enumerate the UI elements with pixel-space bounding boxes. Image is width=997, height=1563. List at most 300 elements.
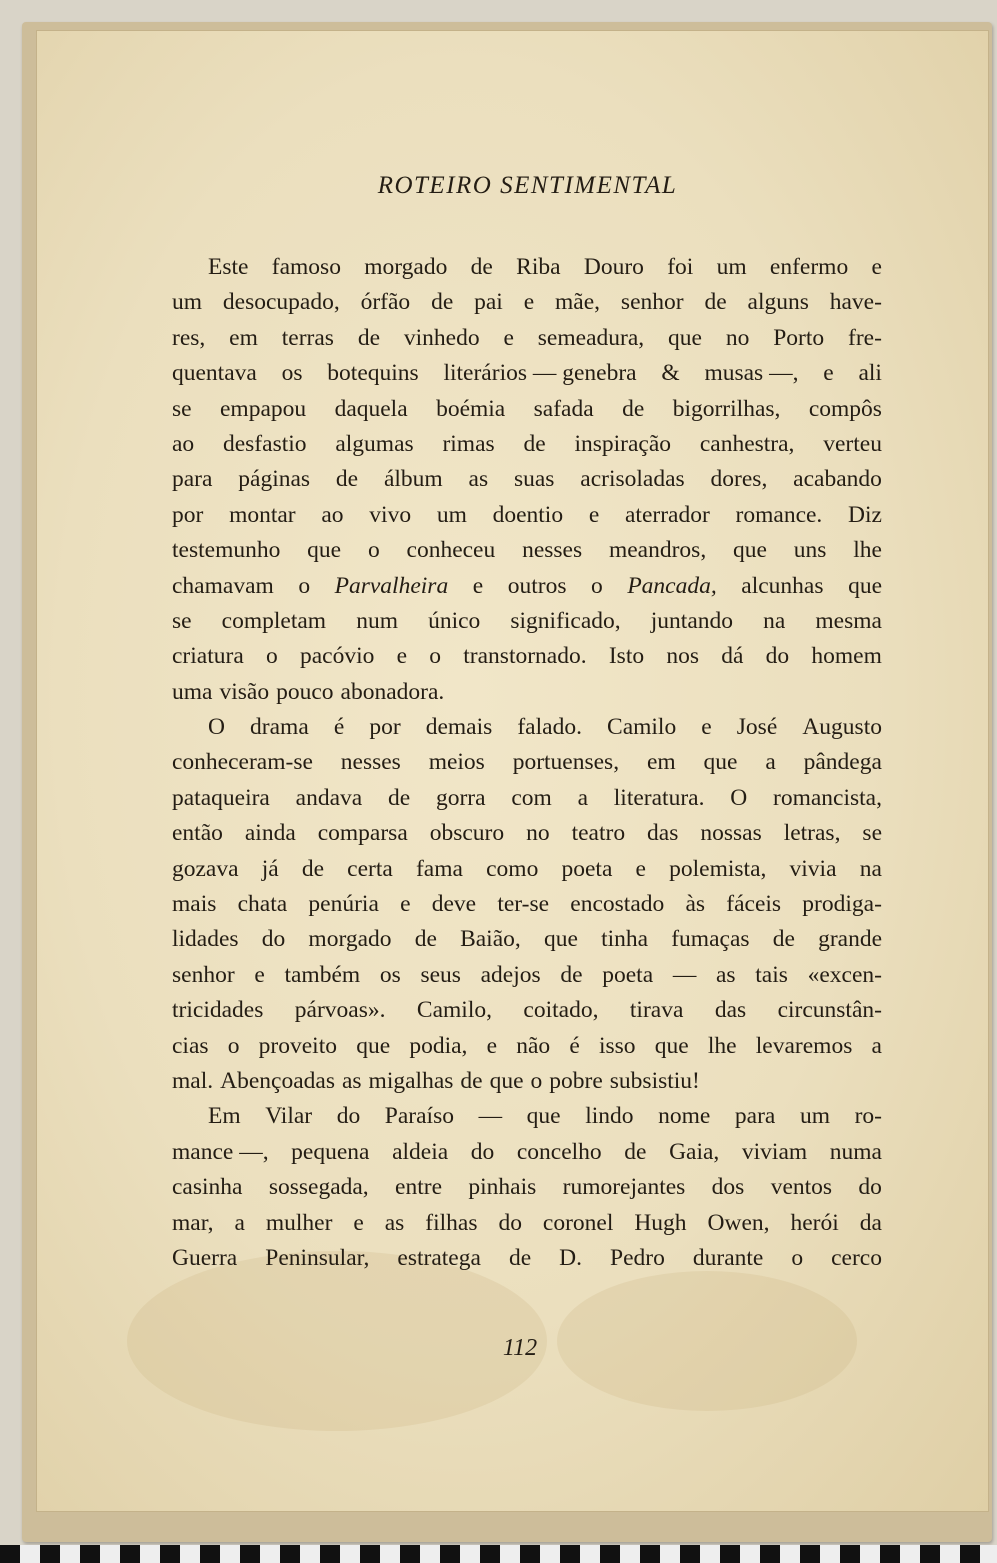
word: verteu xyxy=(823,430,882,457)
word: nome xyxy=(658,1103,711,1130)
word: adejos xyxy=(480,961,541,988)
word: acrisoladas xyxy=(580,466,685,493)
word: no xyxy=(526,820,550,847)
word: nossas xyxy=(700,820,762,847)
word: podia, xyxy=(409,1032,468,1059)
word: drama xyxy=(250,714,309,741)
word: a xyxy=(234,1209,245,1236)
text-line xyxy=(172,604,882,639)
text-line xyxy=(172,427,882,462)
text-line xyxy=(172,1170,882,1205)
text-line xyxy=(172,781,882,816)
word: terras xyxy=(281,324,334,351)
word: de xyxy=(523,430,546,457)
word: de xyxy=(622,395,645,422)
word: pataqueira xyxy=(172,784,270,811)
word: de xyxy=(357,324,380,351)
word: «excen- xyxy=(807,961,882,988)
word: mance —, xyxy=(172,1138,269,1165)
word: e xyxy=(353,1209,364,1236)
word: — xyxy=(478,1103,503,1130)
word: isso xyxy=(598,1032,636,1059)
word: e xyxy=(523,289,535,316)
word: levaremos xyxy=(755,1032,853,1059)
word: uns xyxy=(793,537,827,564)
word: um xyxy=(436,501,467,528)
text-line xyxy=(172,321,882,356)
page-number: 112 xyxy=(502,1335,538,1361)
word: morgado xyxy=(308,926,392,953)
word: e xyxy=(635,855,646,882)
word: de xyxy=(431,289,454,316)
word: rumorejantes xyxy=(562,1174,686,1201)
word: com xyxy=(511,784,552,811)
word: foi xyxy=(667,254,694,280)
word: e xyxy=(701,714,712,741)
word: pândega xyxy=(803,749,882,776)
word: Abençoadas xyxy=(220,1067,335,1094)
word: ter-se xyxy=(497,891,550,918)
word: polemista, xyxy=(669,855,767,882)
word: viviam xyxy=(741,1138,808,1165)
word: de xyxy=(460,1067,483,1094)
word: que xyxy=(526,1103,561,1130)
word: fama xyxy=(415,855,463,882)
word: enfermo xyxy=(769,254,849,280)
word: e xyxy=(486,1032,498,1059)
italic-word: Pancada, xyxy=(627,572,717,599)
word: do xyxy=(858,1174,882,1201)
word: dos xyxy=(711,1174,745,1201)
word: suas xyxy=(513,466,555,493)
word: no xyxy=(725,324,750,351)
word: Camilo xyxy=(607,714,677,741)
word: semeadura, xyxy=(537,324,645,351)
word: as xyxy=(716,961,736,988)
word: do xyxy=(470,1138,495,1165)
word: e xyxy=(254,961,265,988)
word: alcunhas xyxy=(741,572,824,599)
word: a xyxy=(765,749,776,776)
word: na xyxy=(859,855,882,882)
word: prodiga- xyxy=(802,891,882,918)
word: vivo xyxy=(369,501,412,528)
word: na xyxy=(763,607,786,634)
word: que xyxy=(703,749,738,776)
word: Baião, xyxy=(460,926,521,953)
word: conheceram-se xyxy=(172,749,313,776)
word: uma xyxy=(172,678,213,705)
word: um xyxy=(799,1103,830,1130)
word: teatro xyxy=(571,820,626,847)
word: empapou xyxy=(220,395,307,422)
word: romancista, xyxy=(773,784,882,811)
text-line xyxy=(172,852,882,887)
word: lhe xyxy=(707,1032,737,1059)
word: chamavam xyxy=(172,572,274,599)
text-line xyxy=(172,887,882,922)
text-line xyxy=(172,285,882,320)
word: as xyxy=(468,466,489,493)
word: inspiração xyxy=(574,430,672,457)
word: por xyxy=(369,714,401,741)
word: Hugh xyxy=(634,1209,687,1236)
word: mais xyxy=(172,891,217,918)
text-line xyxy=(172,1135,882,1170)
word: obscuro xyxy=(429,820,505,847)
text-line xyxy=(172,1029,882,1064)
word: e xyxy=(472,572,484,599)
word: gorra xyxy=(435,784,486,811)
text-line xyxy=(172,462,882,497)
word: o xyxy=(227,1032,240,1059)
word: o xyxy=(530,1067,543,1094)
word: morgado xyxy=(364,254,448,280)
word: Este xyxy=(208,254,249,280)
word: as xyxy=(341,1067,362,1094)
word: O xyxy=(208,714,225,741)
word: senhor xyxy=(620,289,684,316)
word: da xyxy=(859,1209,882,1236)
text-line xyxy=(172,569,882,604)
word: os xyxy=(281,360,303,387)
word: nesses xyxy=(340,749,401,776)
word: das xyxy=(647,820,679,847)
word: lhe xyxy=(853,537,882,564)
word: Riba xyxy=(516,254,561,280)
word: lidades xyxy=(172,926,239,953)
text-line xyxy=(172,816,882,851)
word: mal. xyxy=(172,1067,214,1094)
word: comparsa xyxy=(317,820,408,847)
word: um xyxy=(172,289,203,316)
word: órfão xyxy=(360,289,411,316)
word: alguns xyxy=(747,289,809,316)
word: Porto xyxy=(773,324,825,351)
word: Augusto xyxy=(802,714,882,741)
word: sossegada, xyxy=(268,1174,369,1201)
word: D. xyxy=(559,1244,583,1271)
word: que xyxy=(356,1032,391,1059)
word: poeta xyxy=(561,855,613,882)
word: O xyxy=(730,784,748,811)
word: abonadora. xyxy=(340,678,445,705)
word: de xyxy=(301,855,325,882)
word: lindo xyxy=(585,1103,634,1130)
word: grande xyxy=(818,926,882,953)
word: de xyxy=(624,1138,647,1165)
text-line xyxy=(172,498,882,533)
word: montar xyxy=(229,501,296,528)
word: herói xyxy=(790,1209,839,1236)
word: durante xyxy=(692,1244,764,1271)
word: desocupado, xyxy=(222,289,340,316)
word: e xyxy=(400,891,411,918)
word: páginas xyxy=(238,466,311,493)
word: deve xyxy=(431,891,477,918)
text-line xyxy=(172,710,882,745)
word: homem xyxy=(811,643,882,670)
text-line xyxy=(172,675,882,710)
word: tirava xyxy=(629,997,684,1024)
word: ro- xyxy=(854,1103,882,1130)
word: mesma xyxy=(815,607,882,634)
word: fáceis xyxy=(726,891,782,918)
word: Vilar xyxy=(265,1103,313,1130)
word: aterrador xyxy=(624,501,710,528)
word: então xyxy=(172,820,223,847)
word: chata xyxy=(237,891,288,918)
word: seus xyxy=(420,961,461,988)
word: numa xyxy=(829,1138,882,1165)
word: que xyxy=(543,926,578,953)
word: boémia xyxy=(436,395,506,422)
word: Gaia, xyxy=(669,1138,720,1165)
word: o xyxy=(791,1244,804,1271)
word: e xyxy=(503,324,514,351)
word: e xyxy=(396,643,408,670)
word: letras, xyxy=(783,820,841,847)
word: ao xyxy=(172,430,195,457)
word: doentio xyxy=(492,501,564,528)
word: de xyxy=(387,784,411,811)
word: é xyxy=(569,1032,580,1059)
word: a xyxy=(577,784,588,811)
word: que xyxy=(733,537,767,564)
word: subsistiu! xyxy=(609,1067,700,1094)
word: poeta xyxy=(602,961,654,988)
text-line xyxy=(172,639,882,674)
word: musas —, xyxy=(704,360,799,387)
word: circunstân- xyxy=(777,997,882,1024)
word: Em xyxy=(208,1103,241,1130)
word: meandros, xyxy=(608,537,707,564)
word: testemunho xyxy=(172,537,281,564)
word: demais xyxy=(425,714,493,741)
word: cerco xyxy=(831,1244,882,1271)
word: o xyxy=(429,643,442,670)
word: literatura. xyxy=(613,784,705,811)
word: que xyxy=(668,324,702,351)
word: único xyxy=(428,607,481,634)
word: que xyxy=(654,1032,689,1059)
word: de xyxy=(560,961,583,988)
word: casinha xyxy=(172,1174,243,1201)
word: penúria xyxy=(308,891,379,918)
word: falado. xyxy=(517,714,582,741)
text-line xyxy=(172,745,882,780)
word: ali xyxy=(858,360,882,387)
word: e xyxy=(871,254,882,280)
word: Douro xyxy=(583,254,644,280)
word: o xyxy=(266,643,278,670)
word: Isto xyxy=(608,643,645,670)
word: famoso xyxy=(271,254,341,280)
word: Guerra xyxy=(172,1244,238,1271)
word: res, xyxy=(172,324,206,351)
word: o xyxy=(591,572,603,599)
word: dá xyxy=(721,643,744,670)
word: conheceu xyxy=(406,537,496,564)
word: desfastio xyxy=(222,430,307,457)
word: por xyxy=(172,501,204,528)
word: transtornado. xyxy=(463,643,587,670)
word: algumas xyxy=(335,430,414,457)
word: pinhais xyxy=(468,1174,537,1201)
word: do xyxy=(336,1103,361,1130)
word: de xyxy=(508,1244,532,1271)
word: de xyxy=(704,289,727,316)
word: às xyxy=(685,891,706,918)
text-line xyxy=(172,958,882,993)
word: meios xyxy=(428,749,485,776)
word: literários — genebra xyxy=(443,360,637,387)
word: que xyxy=(307,537,342,564)
word: párvoas». xyxy=(294,997,386,1024)
word: ao xyxy=(321,501,344,528)
word: que xyxy=(489,1067,524,1094)
word: Paraíso xyxy=(384,1103,454,1130)
word: tinha xyxy=(601,926,649,953)
word: pobre xyxy=(549,1067,603,1094)
word: botequins xyxy=(327,360,419,387)
word: ventos xyxy=(770,1174,833,1201)
word: num xyxy=(356,607,398,634)
word: criatura xyxy=(172,643,244,670)
word: rimas xyxy=(442,430,495,457)
word: significado, xyxy=(510,607,621,634)
word: romance. xyxy=(735,501,823,528)
word: Owen, xyxy=(707,1209,770,1236)
word: nesses xyxy=(522,537,583,564)
word: concelho xyxy=(516,1138,602,1165)
word: gozava xyxy=(172,855,239,882)
word: mãe, xyxy=(555,289,601,316)
word: que xyxy=(848,572,882,599)
word: aldeia xyxy=(392,1138,449,1165)
word: senhor xyxy=(172,961,235,988)
word: dores, xyxy=(710,466,768,493)
word: José xyxy=(736,714,778,741)
text-line xyxy=(172,1099,882,1134)
word: mulher xyxy=(265,1209,333,1236)
word: de xyxy=(414,926,437,953)
word: ainda xyxy=(244,820,296,847)
word: visão xyxy=(219,678,270,705)
word: migalhas xyxy=(368,1067,454,1094)
word: completam xyxy=(221,607,327,634)
word: coitado, xyxy=(523,997,599,1024)
word: juntando xyxy=(650,607,734,634)
word: estratega xyxy=(397,1244,481,1271)
word: & xyxy=(661,360,680,387)
running-head: ROTEIRO SENTIMENTAL xyxy=(377,172,678,199)
word: álbum xyxy=(383,466,443,493)
word: outros xyxy=(507,572,567,599)
word: compôs xyxy=(808,395,882,422)
word: pacóvio xyxy=(299,643,375,670)
word: certa xyxy=(347,855,393,882)
word: o xyxy=(298,572,311,599)
word: vivia xyxy=(789,855,837,882)
word: encostado xyxy=(570,891,665,918)
word: do xyxy=(765,643,790,670)
word: filhas xyxy=(425,1209,478,1236)
word: das xyxy=(714,997,747,1024)
word: Camilo, xyxy=(416,997,492,1024)
word: em xyxy=(229,324,258,351)
word: bigorrilhas, xyxy=(672,395,781,422)
word: de xyxy=(772,926,795,953)
word: já xyxy=(261,855,279,882)
word: se xyxy=(172,395,192,422)
text-line xyxy=(172,533,882,568)
scan-color-ruler xyxy=(0,1545,997,1563)
word: as xyxy=(384,1209,405,1236)
text-line xyxy=(172,1064,882,1099)
word: a xyxy=(871,1032,882,1059)
word: se xyxy=(172,607,192,634)
word: tais xyxy=(755,961,788,988)
word: canhestra, xyxy=(699,430,795,457)
text-line xyxy=(172,392,882,427)
word: tricidades xyxy=(172,997,264,1024)
word: do xyxy=(498,1209,522,1236)
word: coronel xyxy=(542,1209,614,1236)
word: o xyxy=(367,537,380,564)
word: have- xyxy=(829,289,882,316)
word: proveito xyxy=(258,1032,337,1059)
word: é xyxy=(333,714,345,741)
text-line xyxy=(172,250,882,285)
word: pequena xyxy=(291,1138,370,1165)
word: mar, xyxy=(172,1209,214,1236)
word: daquela xyxy=(334,395,408,422)
word: cias xyxy=(172,1032,209,1059)
text-line xyxy=(172,993,882,1028)
word: se xyxy=(862,820,882,847)
word: para xyxy=(172,466,213,493)
word: pai xyxy=(474,289,503,316)
word: um xyxy=(716,254,747,280)
word: de xyxy=(335,466,359,493)
word: entre xyxy=(395,1174,443,1201)
body-text xyxy=(172,250,882,1276)
word: também xyxy=(284,961,361,988)
word: em xyxy=(646,749,676,776)
word: andava xyxy=(295,784,363,811)
word: para xyxy=(734,1103,776,1130)
italic-word: Parvalheira xyxy=(334,572,449,599)
word: do xyxy=(261,926,286,953)
text-line xyxy=(172,1206,882,1241)
word: e xyxy=(588,501,600,528)
word: acabando xyxy=(793,466,882,493)
word: e xyxy=(823,360,834,387)
text-line xyxy=(172,356,882,391)
word: safada xyxy=(533,395,594,422)
word: — xyxy=(672,961,697,988)
word: como xyxy=(486,855,539,882)
word: quentava xyxy=(172,360,257,387)
word: de xyxy=(470,254,493,280)
word: fumaças xyxy=(671,926,750,953)
word: não xyxy=(516,1032,551,1059)
word: fre- xyxy=(848,324,882,351)
word: Peninsular, xyxy=(265,1244,370,1271)
word: nos xyxy=(666,643,699,670)
word: pouco xyxy=(276,678,334,705)
